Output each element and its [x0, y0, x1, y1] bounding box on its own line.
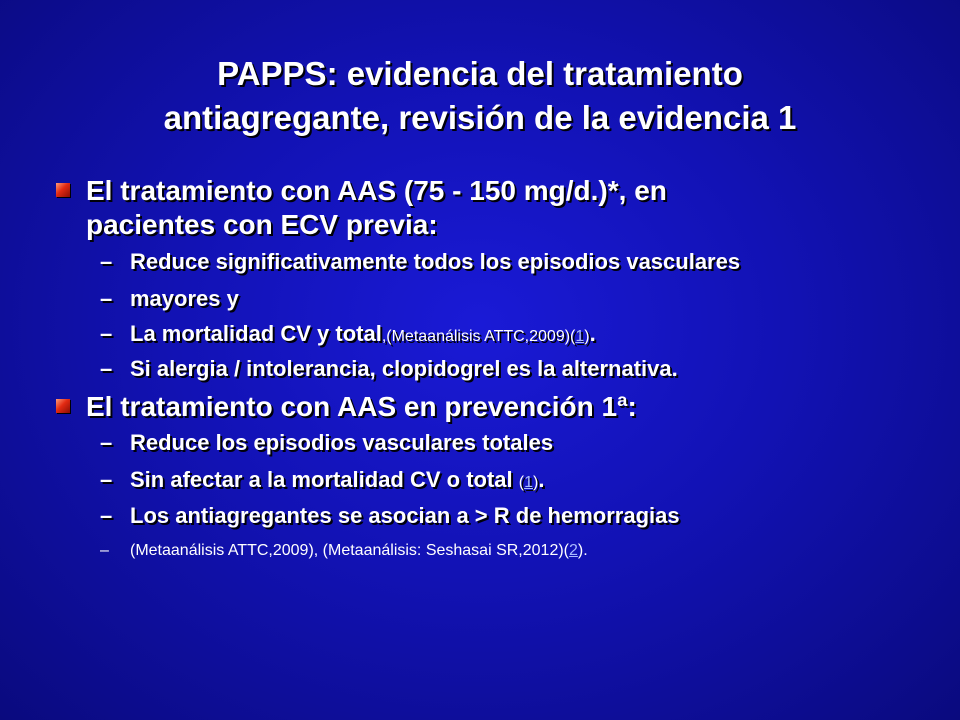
item-text: Sin afectar a la mortalidad CV o total [130, 467, 519, 492]
item-text: La mortalidad CV y total [130, 321, 382, 346]
red-square-bullet-icon [56, 399, 70, 413]
item-text: Los antiagregantes se asocian a > R de hemorragias [130, 503, 680, 528]
section2-item-3 [100, 502, 680, 530]
section1-item-3 [100, 320, 596, 351]
dash: – [100, 542, 109, 559]
section2-item-4 [100, 536, 588, 563]
section1-line-1: El tratamiento con AAS (75 - 150 mg/d.)*, en [86, 175, 667, 206]
dash: – [100, 321, 113, 346]
slide-title [60, 52, 900, 140]
reference-link-2[interactable]: 2 [569, 542, 578, 559]
reference-link-1[interactable]: 1 [524, 474, 533, 491]
item-end: . [538, 467, 545, 492]
title-line-2: antiagregante, revisión de la evidencia 1 [163, 99, 797, 136]
item-text: Reduce los episodios vasculares totales [130, 430, 554, 455]
reference-link-1[interactable]: 1 [575, 328, 585, 345]
dash: – [100, 467, 113, 492]
section1-heading [86, 174, 667, 242]
section2-item-2 [100, 466, 544, 497]
dash: – [100, 430, 113, 455]
item-text: Si alergia / intolerancia, clopidogrel es la alternativa. [130, 356, 678, 381]
item-end: . [589, 321, 596, 346]
title-line-1: PAPPS: evidencia del tratamiento [217, 55, 743, 92]
dash: – [100, 249, 113, 274]
section1-item-2 [100, 285, 239, 313]
section2-line-1: El tratamiento con AAS en prevención 1ª: [86, 391, 637, 422]
item-text: (Metaanálisis ATTC,2009), (Metaanálisis: Seshasai SR,2012)( [130, 542, 569, 559]
citation-open: ( [518, 474, 525, 491]
item-text: Reduce significativamente todos los episodios vasculares [130, 249, 741, 274]
section1-item-1 [100, 248, 740, 276]
red-square-bullet-icon [56, 183, 70, 197]
section2-item-1 [100, 429, 553, 457]
citation-close: ) [584, 328, 590, 345]
item-text: mayores y [130, 286, 239, 311]
dash: – [100, 356, 113, 381]
section1-line-2: pacientes con ECV previa: [86, 209, 438, 240]
citation: ,(Metaanálisis ATTC,2009)( [381, 328, 576, 345]
citation-close: ). [577, 542, 588, 559]
dash: – [100, 286, 113, 311]
section2-heading [86, 390, 637, 424]
dash: – [100, 503, 113, 528]
section1-item-4 [100, 355, 678, 383]
citation-close: ) [533, 474, 539, 491]
